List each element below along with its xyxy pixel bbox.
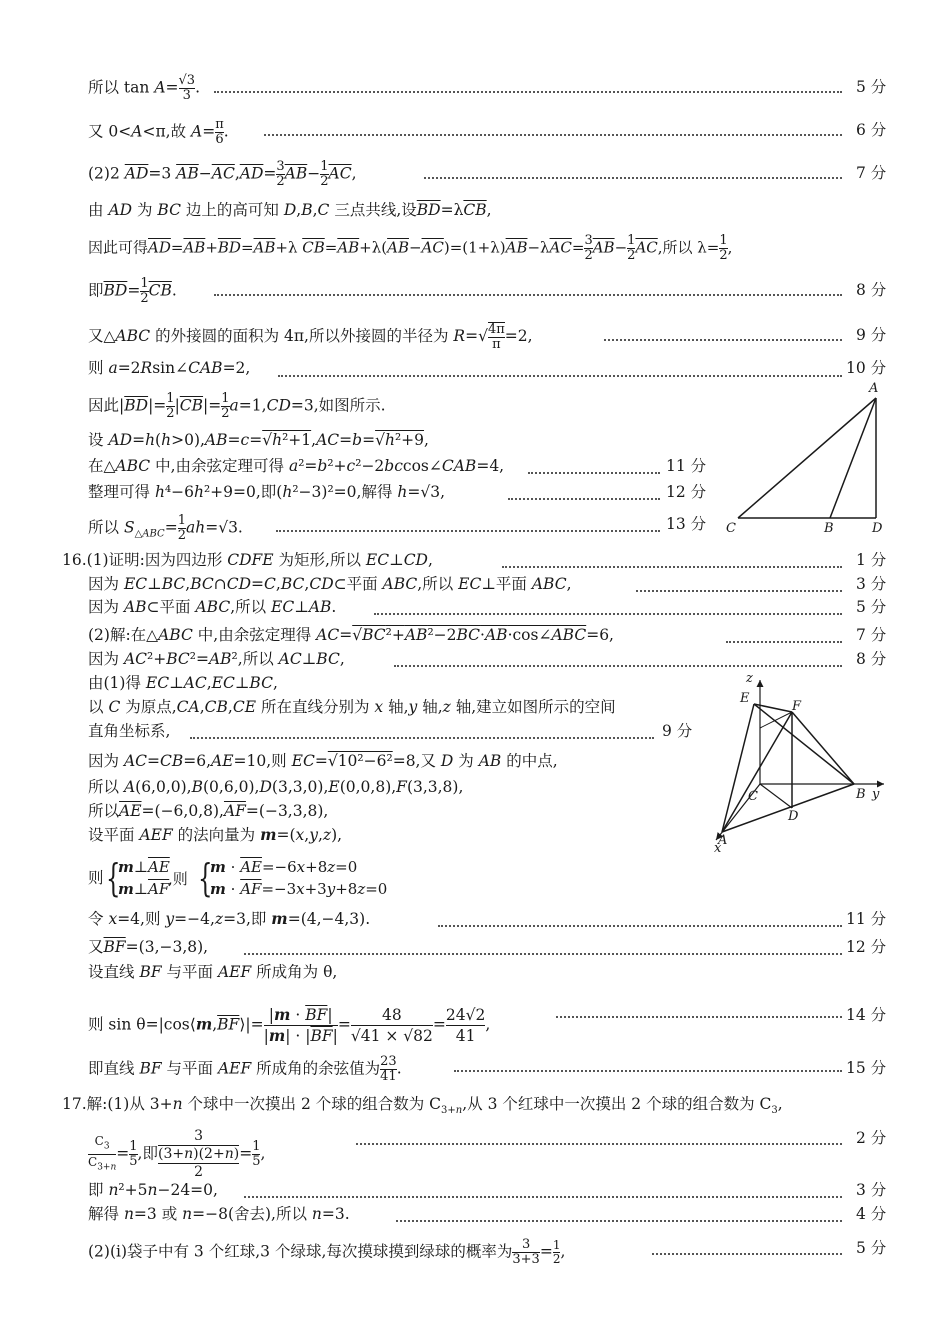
label-f: F — [792, 699, 802, 714]
dot-leader — [396, 1220, 842, 1222]
text-line: 在△ABC 中,由余弦定理可得 a²=b²+c²−2bccos∠CAB=4, — [88, 457, 505, 475]
label-c: C — [748, 789, 758, 804]
score: 5 分 — [856, 78, 887, 96]
text-line: 因为 AC²+BC²=AB²,所以 AC⊥BC, — [88, 650, 345, 668]
dot-leader — [264, 134, 842, 136]
text-line: 则 — [88, 869, 104, 887]
dot-leader — [726, 641, 842, 643]
text-line: 17.解:(1)从 3+n 个球中一次摸出 2 个球的组合数为 $C_{3+n}$,从 3 个红球中一次摸出 2 个球的组合数为 $C_3$, — [62, 1095, 783, 1117]
text-line: (2)2 $\overline{AD}=3$ $\overline{AB}-\overline{AC},\overline{AD}=$ $\frac{3}{2}$ $\overline{AB}-$ $\frac{1}{2}$ $\overline{AC}$, — [88, 159, 357, 189]
score: 3 分 — [856, 575, 887, 593]
text-line: 以 C 为原点,CA,CB,CE 所在直线分别为 x 轴,y 轴,z 轴,建立如图所示的空间 — [88, 698, 616, 716]
label-c: C — [726, 521, 736, 536]
score: 14 分 — [846, 1006, 887, 1024]
triangle-figure — [722, 378, 892, 538]
dot-leader — [528, 472, 660, 474]
score: 8 分 — [856, 281, 887, 299]
score: 7 分 — [856, 164, 887, 182]
score: 15 分 — [846, 1059, 887, 1077]
text-line: 因为 AC=CB=6,AE=10,则 EC=√10²−6²=8,又 D 为 AB 的中点, — [88, 752, 558, 770]
text-line: 设平面 AEF 的法向量为 m=(x,y,z), — [88, 825, 343, 844]
score: 11 分 — [846, 910, 887, 928]
dot-leader — [556, 1016, 842, 1018]
text-line: 所以 $S_{\triangle ABC}=$ $\frac{1}{2}$ ah=√3. — [88, 513, 243, 543]
score: 5 分 — [856, 598, 887, 616]
score: 6 分 — [856, 121, 887, 139]
text-line: 解得 n=3 或 n=−8(舍去),所以 n=3. — [88, 1205, 350, 1223]
text-line: 由 AD 为 BC 边上的高可知 D,B,C 三点共线,设$\overline{BD}=\lambda\overline{CB}$, — [88, 201, 492, 219]
score: 5 分 — [856, 1239, 887, 1257]
dot-leader — [356, 1143, 842, 1145]
dot-leader — [278, 375, 842, 377]
text-line: 即 n²+5n−24=0, — [88, 1181, 218, 1199]
score: 13 分 — [666, 515, 707, 533]
text-line: 因为 AB⊂平面 ABC,所以 EC⊥AB. — [88, 598, 337, 616]
dot-leader — [508, 498, 660, 500]
dot-leader — [424, 177, 842, 179]
text-line: 所以$\overline{AE}=(-6,0,8),\overline{AF}=(-3,3,8)$, — [88, 802, 329, 820]
text-line: 则 $\sin \theta=|\cos⟨m,\overline{BF}⟩|=$ $\frac{|m \cdot \overline{BF}|}{|m| \cdot |\overline{BF}|}$ = $\frac{48}{√41 \times √82}$ = $\frac{24√2}{41}$ , — [88, 1005, 491, 1045]
coordinate-3d-figure — [702, 672, 902, 856]
dot-leader — [636, 590, 842, 592]
score: 3 分 — [856, 1181, 887, 1199]
text-line: 整理可得 h⁴−6h²+9=0,即(h²−3)²=0,解得 h=√3, — [88, 483, 446, 501]
score: 11 分 — [666, 457, 707, 475]
dot-leader — [214, 91, 842, 93]
text-line: 即$\overline{BD}=$ $\frac{1}{2}$ $\overline{CB}$. — [88, 276, 177, 306]
score: 7 分 — [856, 626, 887, 644]
label-z: z — [746, 672, 753, 686]
text-line: $\frac{C_3}{C_{3+n}}$ = $\frac{1}{5}$ ,即 3 (3+n)(2+n) 2 = $\frac{1}{5}$ , — [88, 1128, 266, 1180]
text-line: (2)(i)袋子中有 3 个红球,3 个绿球,每次摸球摸到绿球的概率为 $\frac{3}{3+3}$ = $\frac{1}{2}$ , — [88, 1237, 566, 1267]
text-line: 所以 A(6,0,0),B(0,6,0),D(3,3,0),E(0,0,8),F(3,3,8), — [88, 778, 464, 796]
label-b: B — [824, 521, 834, 536]
text-line: 直角坐标系, — [88, 722, 171, 740]
text-line: 由(1)得 EC⊥AC,EC⊥BC, — [88, 674, 278, 692]
text-line: 则 a=2Rsin∠CAB=2, — [88, 359, 251, 377]
dot-leader — [374, 613, 842, 615]
dot-leader — [502, 566, 842, 568]
dot-leader — [244, 953, 842, 955]
score: 2 分 — [856, 1129, 887, 1147]
score: 12 分 — [846, 938, 887, 956]
dot-leader — [652, 1253, 842, 1255]
dot-leader — [604, 339, 842, 341]
label-d: D — [788, 809, 799, 824]
score: 9 分 — [662, 722, 693, 740]
score: 1 分 — [856, 551, 887, 569]
text-line: 因此$|\overline{BD}|=$ $\frac{1}{2}$ $|\overline{CB}|=$ $\frac{1}{2}$ a=1,CD=3,如图所示. — [88, 391, 386, 421]
dot-leader — [394, 665, 842, 667]
score: 4 分 — [856, 1205, 887, 1223]
text-line: 因为 EC⊥BC,BC∩CD=C,BC,CD⊂平面 ABC,所以 EC⊥平面 ABC, — [88, 575, 572, 593]
dot-leader — [438, 925, 842, 927]
label-d: D — [872, 521, 883, 536]
text-line: 因此可得$\overline{AD}=\overline{AB}+\overline{BD}=\overline{AB}+\lambda$ $\overline{CB}=\overline{AB}+\lambda(\overline{AB}-\overline{AC})=(1+\lambda)\overline{AB}-\lambda\overline{AC}=$ $\frac{3}{2}$ $\overline{AB}-$ $\frac{1}{2}$ $\overline{AC}$,所以 λ= $\frac{1}{2}$ , — [88, 233, 733, 263]
score: 9 分 — [856, 326, 887, 344]
label-a: A — [718, 833, 728, 848]
text-line: 又 0<A<π,故 A= $\frac{\pi}{6}$ . — [88, 117, 229, 147]
dot-leader — [214, 294, 842, 296]
dot-leader — [276, 530, 660, 532]
text-line: 令 x=4,则 y=−4,z=3,即 m=(4,−4,3). — [88, 909, 371, 928]
text-line: 又$\overline{BF}=(3,-3,8)$, — [88, 938, 209, 956]
label-y: y — [872, 787, 880, 802]
score: 12 分 — [666, 483, 707, 501]
text-line: 即直线 BF 与平面 AEF 所成角的余弦值为 $\frac{23}{41}$ . — [88, 1054, 402, 1084]
dot-leader — [244, 1196, 842, 1198]
score: 8 分 — [856, 650, 887, 668]
label-x: x — [714, 841, 722, 856]
text-line: 16.(1)证明:因为四边形 CDFE 为矩形,所以 EC⊥CD, — [62, 551, 433, 569]
label-e: E — [740, 691, 750, 706]
text-line: 又△ABC 的外接圆的面积为 4π,所以外接圆的半径为 R=√ $\frac{4\pi}{\pi}$ =2, — [88, 322, 533, 352]
text-line: 设 AD=h(h>0),AB=c=√h²+1,AC=b=√h²+9, — [88, 431, 429, 449]
dot-leader — [190, 737, 654, 739]
label-b: B — [856, 787, 866, 802]
text-line: 所以 tan A= $\frac{√3}{3}$ . — [88, 73, 201, 103]
dot-leader — [454, 1070, 842, 1072]
label-a: A — [869, 381, 879, 396]
text-line: (2)解:在△ABC 中,由余弦定理得 AC=√BC²+AB²−2BC·AB·cos∠ABC=6, — [88, 626, 614, 644]
score: 10 分 — [846, 359, 887, 377]
text-line: 设直线 BF 与平面 AEF 所成角为 θ, — [88, 963, 338, 981]
